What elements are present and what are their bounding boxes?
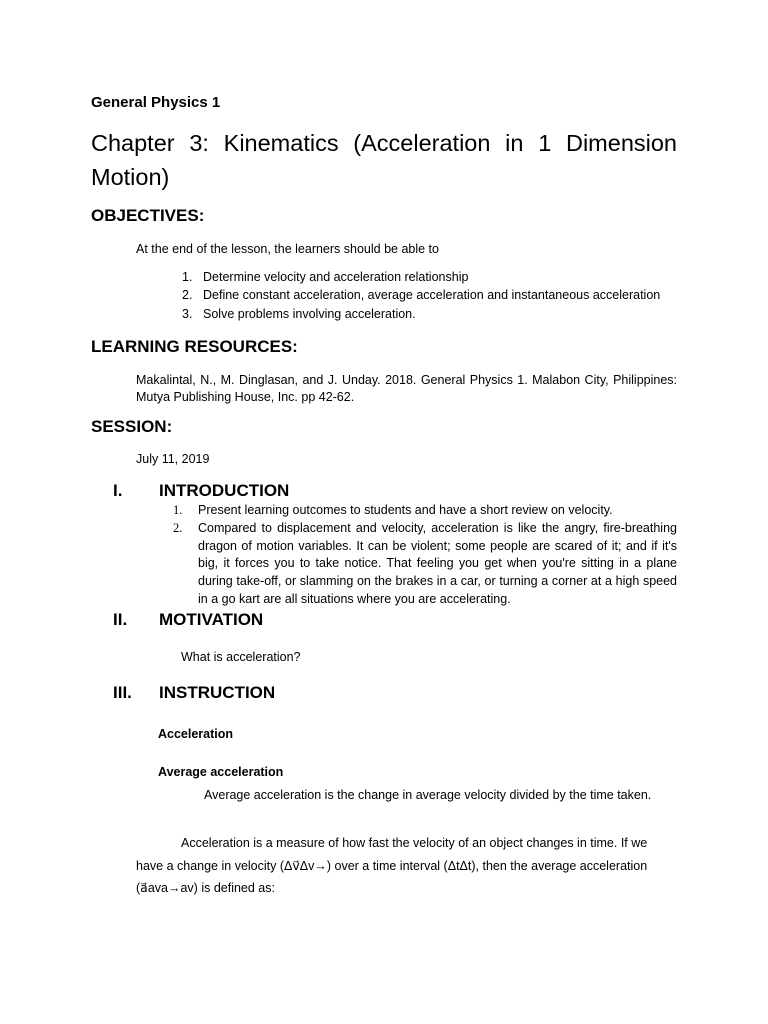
acceleration-subheading: Acceleration	[158, 727, 234, 741]
introduction-heading: I. INTRODUCTION	[113, 481, 290, 500]
average-acceleration-definition: Average acceleration is the change in average velocity divided by the time taken.	[204, 788, 652, 802]
motivation-heading: II. MOTIVATION	[113, 610, 264, 629]
list-item: 2. Define constant acceleration, average acceleration and instantaneous acceleration	[182, 288, 661, 303]
resources-heading: LEARNING RESOURCES:	[91, 337, 298, 356]
objectives-heading: OBJECTIVES:	[91, 206, 205, 225]
objectives-list	[182, 268, 660, 323]
session-date: July 11, 2019	[136, 452, 210, 466]
chapter-title: Chapter 3: Kinematics (Acceleration in 1 Dimension Motion)	[91, 130, 677, 190]
session-heading: SESSION:	[91, 417, 173, 436]
introduction-list	[173, 502, 677, 609]
roman-numeral: II.	[113, 610, 128, 629]
objectives-intro: At the end of the lesson, the learners should be able to	[136, 242, 439, 256]
average-acceleration-subheading: Average acceleration	[158, 765, 284, 779]
acceleration-paragraph	[136, 832, 677, 900]
instruction-heading: III. INSTRUCTION	[113, 683, 276, 702]
roman-numeral: III.	[113, 683, 132, 702]
resources-citation: Makalintal, N., M. Dinglasan, and J. Unday. 2018. General Physics 1. Malabon City, Philippines: Mutya Publishing House, Inc. pp 42-62.	[136, 373, 677, 404]
list-item: 1. Present learning outcomes to students and have a short review on velocity.	[173, 503, 613, 517]
motivation-question: What is acceleration?	[181, 650, 301, 664]
list-item: 3. Solve problems involving acceleration.	[182, 306, 416, 321]
course-title: General Physics 1	[91, 94, 221, 111]
roman-numeral: I.	[113, 481, 123, 500]
list-item: 1. Determine velocity and acceleration relationship	[182, 270, 469, 284]
paragraph-text: Acceleration is a measure of how fast the velocity of an object changes in time. If we have a change in velocity (Δv⃗Δv→) over a time interval (ΔtΔt), then the average acceleration (a⃗ava→av) is defined as:	[136, 836, 648, 895]
list-item: 2. Compared to displacement and velocity, acceleration is like the angry, fire-breathing dragon of motion variables. It can be violent; some people are scared of it; and if it's big, it forces you to take notice. That feeling you get when you're sitting in a plane during take-off, or slamming on the brakes in a car, or turning a corner at a high speed in a go kart are all situations where you are accelerating.	[173, 520, 677, 606]
